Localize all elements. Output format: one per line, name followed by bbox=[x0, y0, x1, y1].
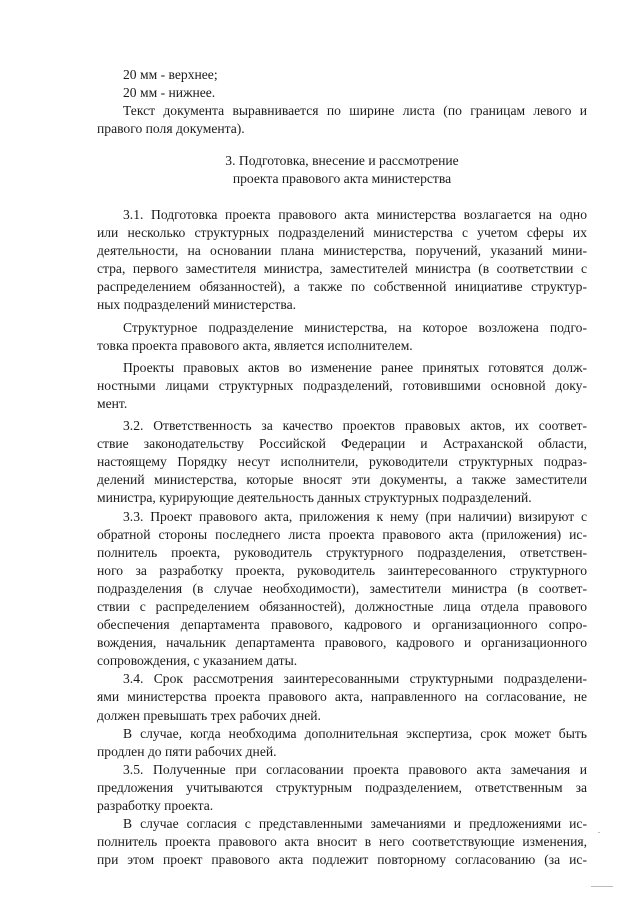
text-line: правого поля документа). bbox=[97, 121, 245, 137]
text-line: предложения учитываются структурным подразделением, ответственным за bbox=[97, 779, 587, 795]
text-line: делений министерства, которые вносят эти документы, а также заместители bbox=[97, 472, 587, 488]
text-line: ных подразделений министерства. bbox=[97, 297, 297, 313]
section-heading-line-1: 3. Подготовка, внесение и рассмотрение bbox=[225, 153, 459, 168]
body-text bbox=[97, 206, 587, 869]
text-line: 3.5. Полученные при согласовании проекта правового акта замечания и bbox=[123, 761, 587, 777]
text-line: подразделения (в случае необходимости), заместители министра (в соответ- bbox=[97, 580, 587, 596]
section-heading bbox=[97, 152, 587, 188]
paragraph-3-1 bbox=[97, 206, 587, 315]
paragraph-3-4 bbox=[97, 670, 587, 724]
text-line: Текст документа выравнивается по ширине листа (по границам левого и bbox=[123, 103, 587, 119]
scan-speck bbox=[598, 832, 600, 833]
text-line: обратной стороны последнего листа проекта правового акта (приложения) ис- bbox=[97, 526, 587, 542]
text-line: В случае, когда необходима дополнительная экспертиза, срок может быть bbox=[123, 725, 587, 741]
text-line: деятельности, на основании плана министерства, поручений, указаний мини- bbox=[97, 243, 587, 259]
scan-speck bbox=[591, 886, 613, 887]
text-line: полнитель проекта, руководитель структурного подразделения, ответствен- bbox=[97, 544, 587, 560]
text-line: ностными лицами структурных подразделений, готовившими основной доку- bbox=[97, 377, 587, 393]
text-line: 3.1. Подготовка проекта правового акта министерства возлагается на одно bbox=[123, 207, 587, 222]
text-line: министра, курирующие деятельность данных структурных подразделений. bbox=[97, 490, 532, 506]
text-line: Проекты правовых актов во изменение ранее принятых готовятся долж- bbox=[123, 359, 587, 375]
text-line: 3.2. Ответственность за качество проектов правовых актов, их соответ- bbox=[123, 418, 587, 434]
text-line: продлен до пяти рабочих дней. bbox=[97, 743, 277, 759]
text-line: Структурное подразделение министерства, на которое возложена подго- bbox=[123, 319, 587, 335]
paragraph-executor bbox=[97, 319, 587, 355]
text-line: ствие законодательству Российской Федерации и Астраханской области, bbox=[97, 436, 587, 452]
text-line: обеспечения департамента правового, кадрового и организационного сопро- bbox=[97, 617, 587, 633]
text-line: стра, первого заместителя министра, заместителей министра (в соответствии с bbox=[97, 261, 587, 277]
text-line: ствии с распределением обязанностей), должностные лица отдела правового bbox=[97, 598, 587, 614]
section-heading-line-2: проекта правового акта министерства bbox=[232, 171, 452, 187]
text-line: разработку проекта. bbox=[97, 798, 214, 813]
text-line: полнитель проекта правового акта вносит в него соответствующие изменения, bbox=[97, 834, 587, 850]
text-line: сопровождения, с указанием даты. bbox=[97, 653, 298, 669]
text-line: мент. bbox=[97, 395, 128, 411]
paragraph-agreement bbox=[97, 815, 587, 869]
text-line: 3.3. Проект правового акта, приложения к нему (при наличии) визируют с bbox=[123, 508, 587, 524]
text-line: 3.4. Срок рассмотрения заинтересованными структурными подразделени- bbox=[123, 671, 587, 687]
paragraph-extension bbox=[97, 725, 587, 761]
text-line: товка проекта правового акта, является исполнителем. bbox=[97, 337, 413, 353]
text-line: или несколько структурных подразделений министерства с учетом сферы их bbox=[97, 225, 587, 241]
paragraph-3-2 bbox=[97, 417, 587, 507]
text-line: ями министерства проекта правового акта, направленного на согласование, не bbox=[97, 689, 587, 705]
paragraph-3-3 bbox=[97, 508, 587, 671]
paragraph-3-5 bbox=[97, 761, 587, 815]
text-line: распределением обязанностей), а также по собственной инициативе структур- bbox=[97, 279, 587, 295]
text-line: ного за разработку проекта, руководитель заинтересованного структурного bbox=[97, 562, 587, 578]
top-block bbox=[97, 66, 587, 138]
text-line: вождения, начальник департамента правового, кадрового и организационного bbox=[97, 635, 587, 651]
text-line: настоящему Порядку несут исполнители, руководители структурных подраз- bbox=[97, 454, 587, 470]
text-line: должен превышать трех рабочих дней. bbox=[97, 707, 321, 723]
paragraph-amendments bbox=[97, 359, 587, 413]
text-line: В случае согласия с представленными замечаниями и предложениями ис- bbox=[123, 816, 587, 832]
margin-bottom-line: 20 мм - нижнее. bbox=[123, 85, 216, 101]
text-line: при этом проект правового акта подлежит повторному согласованию (за ис- bbox=[97, 852, 587, 868]
margin-top-line: 20 мм - верхнее; bbox=[123, 67, 218, 82]
